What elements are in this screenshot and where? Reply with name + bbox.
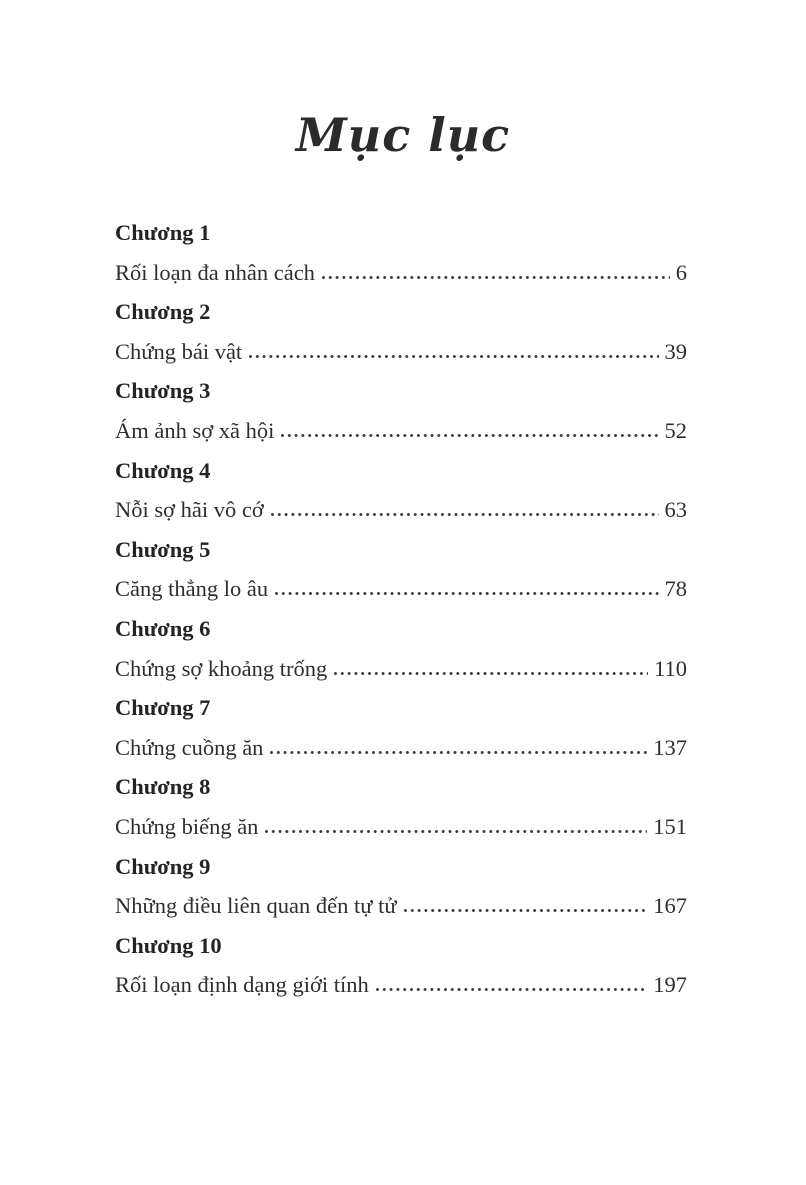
chapter-title: Chứng bái vật [115, 338, 243, 364]
chapter-title: Rối loạn đa nhân cách [115, 259, 315, 285]
toc-entry-row [115, 728, 687, 768]
page-number: 39 [664, 338, 687, 364]
page-number: 63 [664, 497, 687, 523]
page-number: 52 [664, 417, 687, 443]
chapter-heading: Chương 5 [115, 536, 211, 562]
chapter-title: Chứng biếng ăn [115, 813, 259, 839]
toc-entry-row [115, 965, 687, 1005]
chapter-heading: Chương 8 [115, 774, 211, 800]
chapter-title: Chứng sợ khoảng trống [115, 655, 328, 681]
dot-leader [270, 751, 647, 754]
chapter-title: Những điều liên quan đến tự tử [115, 893, 397, 919]
toc-entry-row [115, 649, 687, 689]
toc-chapter [115, 767, 687, 846]
chapter-heading: Chương 10 [115, 932, 222, 958]
page-number: 197 [653, 972, 687, 998]
toc-chapter [115, 926, 687, 1005]
chapter-heading: Chương 2 [115, 299, 211, 325]
chapter-title: Rối loạn định dạng giới tính [115, 972, 369, 998]
toc-chapter [115, 847, 687, 926]
toc-entry-row [115, 253, 687, 293]
toc-chapter [115, 371, 687, 450]
toc-entry-row [115, 490, 687, 530]
toc-chapter [115, 292, 687, 371]
toc-chapter [115, 688, 687, 767]
chapter-title: Nỗi sợ hãi vô cớ [115, 497, 264, 523]
page-number: 6 [675, 259, 687, 285]
chapter-title: Chứng cuồng ăn [115, 734, 264, 760]
toc-entry-row [115, 411, 687, 451]
dot-leader [265, 830, 647, 833]
chapter-title: Căng thẳng lo âu [115, 576, 269, 602]
table-of-contents [115, 213, 687, 1005]
dot-leader [249, 355, 658, 358]
chapter-heading: Chương 4 [115, 457, 211, 483]
page-number: 110 [654, 655, 687, 681]
toc-entry-row [115, 569, 687, 609]
chapter-heading: Chương 7 [115, 695, 211, 721]
page-title: Mục lục [295, 108, 511, 162]
chapter-heading: Chương 6 [115, 615, 211, 641]
chapter-heading: Chương 1 [115, 220, 211, 245]
dot-leader [322, 276, 670, 279]
page-number: 137 [653, 734, 687, 760]
page-number: 167 [653, 893, 687, 919]
dot-leader [404, 909, 648, 912]
toc-entry-row [115, 886, 687, 926]
toc-chapter [115, 213, 687, 292]
chapter-title: Ám ảnh sợ xã hội [115, 417, 275, 443]
toc-entry-row [115, 332, 687, 372]
page-number: 78 [664, 576, 687, 602]
page-number: 151 [653, 813, 687, 839]
toc-chapter [115, 609, 687, 688]
toc-chapter [115, 451, 687, 530]
dot-leader [334, 672, 648, 675]
dot-leader [376, 988, 647, 991]
toc-entry-row [115, 807, 687, 847]
dot-leader [281, 434, 658, 437]
dot-leader [271, 513, 659, 516]
toc-chapter [115, 530, 687, 609]
chapter-heading: Chương 9 [115, 853, 211, 879]
chapter-heading: Chương 3 [115, 378, 211, 404]
dot-leader [275, 592, 658, 595]
